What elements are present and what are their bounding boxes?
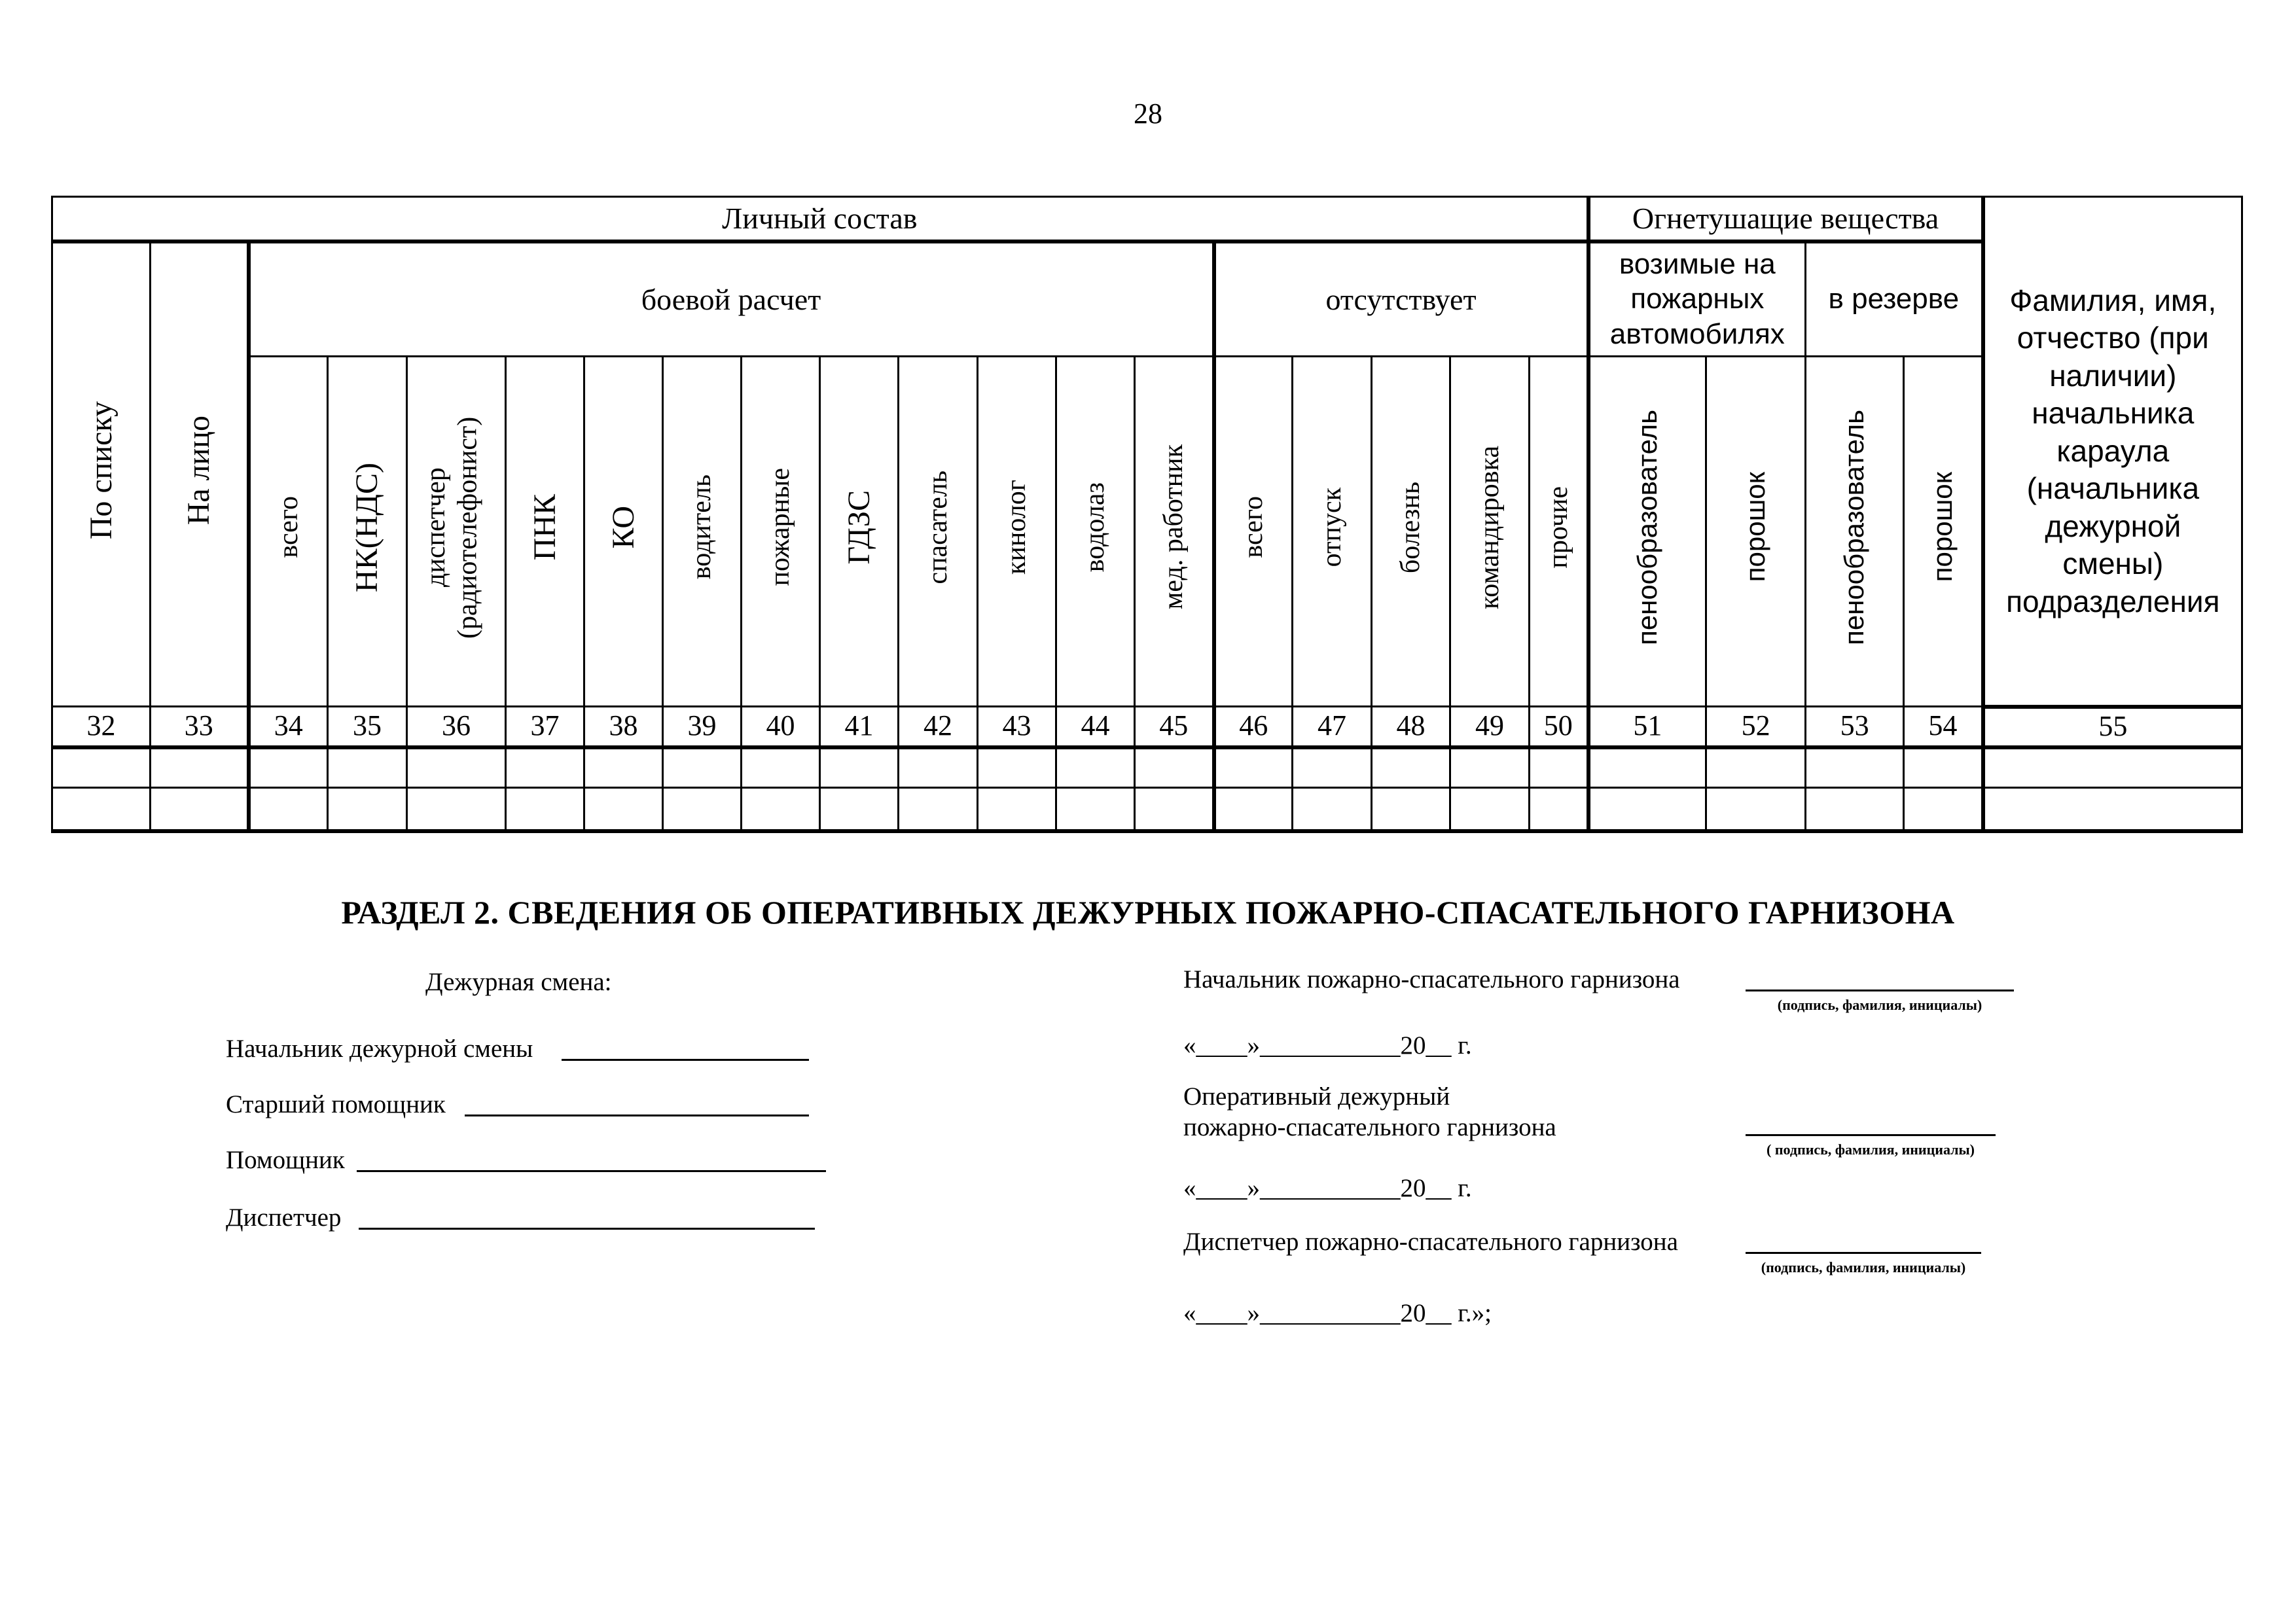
fio-header: Фамилия, имя, отчество (при наличии) начальника караула (начальника дежурной смены) подразделения — [2006, 283, 2220, 618]
garrison-head-signature-field[interactable] — [1746, 990, 2014, 991]
column-number: 47 — [1293, 707, 1372, 747]
date-line-2[interactable]: «____»___________20__ г. — [1183, 1174, 1472, 1202]
column-number: 35 — [328, 707, 407, 747]
column-number: 34 — [249, 707, 328, 747]
combat-col-7 — [820, 357, 899, 707]
combat-col-10 — [1056, 357, 1135, 707]
column-number: 32 — [52, 707, 151, 747]
column-number: 40 — [742, 707, 820, 747]
combat-col-4 — [584, 357, 663, 707]
carried-on-vehicles-header: возимые на пожарных автомобилях — [1588, 241, 1806, 357]
extinguishing-agents-header: Огнетушащие вещества — [1588, 197, 1983, 241]
combat-col-5 — [663, 357, 742, 707]
senior-assistant-label: Старший помощник — [226, 1090, 446, 1118]
column-number: 46 — [1214, 707, 1293, 747]
column-number: 54 — [1904, 707, 1983, 747]
combat-col-label: всего — [273, 496, 304, 558]
senior-assistant-field[interactable] — [465, 1115, 809, 1116]
combat-col-label: водитель — [687, 474, 717, 580]
combat-col-label: ГДЗС — [841, 490, 876, 565]
operational-duty-label-1: Оперативный дежурный — [1183, 1082, 1450, 1111]
agent-col-0 — [1588, 357, 1706, 707]
operational-duty-label-2: пожарно-спасательного гарнизона — [1183, 1113, 1556, 1141]
column-number: 43 — [978, 707, 1056, 747]
by-list-header-cell — [52, 241, 151, 707]
assistant-field[interactable] — [357, 1170, 826, 1172]
agent-col-label: порошок — [1740, 472, 1771, 582]
combat-col-label: мед. работник — [1158, 444, 1189, 610]
present-header-cell — [151, 241, 249, 707]
combat-col-9 — [978, 357, 1056, 707]
column-number: 42 — [899, 707, 978, 747]
duty-shift-label: Дежурная смена: — [425, 968, 612, 996]
column-number: 37 — [506, 707, 584, 747]
head-of-shift-field[interactable] — [562, 1059, 809, 1061]
combat-col-label: пожарные — [765, 468, 796, 586]
combat-col-label: НК(НДС) — [350, 462, 385, 592]
empty-row — [52, 747, 2242, 788]
combat-col-0 — [249, 357, 328, 707]
column-number: 53 — [1806, 707, 1904, 747]
agent-col-1 — [1706, 357, 1806, 707]
combat-col-6 — [742, 357, 820, 707]
combat-col-label: ПНК — [527, 493, 562, 561]
combat-col-label: КО — [605, 505, 641, 549]
column-number: 55 — [1983, 707, 2242, 747]
absent-col-4 — [1530, 357, 1588, 707]
absent-col-label: командировка — [1474, 445, 1505, 609]
combat-col-label: кинолог — [1001, 480, 1032, 575]
combat-col-11 — [1135, 357, 1214, 707]
combat-col-2 — [407, 357, 506, 707]
page-number: 28 — [1134, 98, 1162, 130]
column-number: 41 — [820, 707, 899, 747]
garrison-head-label: Начальник пожарно-спасательного гарнизона — [1183, 965, 1680, 993]
combat-col-3 — [506, 357, 584, 707]
head-of-shift-label: Начальник дежурной смены — [226, 1035, 533, 1063]
date-line-3[interactable]: «____»___________20__ г.»; — [1183, 1299, 1492, 1327]
agent-col-3 — [1904, 357, 1983, 707]
signature-caption: (подпись, фамилия, инициалы) — [1777, 997, 1982, 1013]
column-number: 39 — [663, 707, 742, 747]
absent-col-label: прочие — [1543, 486, 1573, 569]
agent-col-label: пенообразователь — [1632, 409, 1663, 645]
fio-header-cell — [1983, 197, 2242, 707]
column-number: 51 — [1588, 707, 1706, 747]
column-number: 45 — [1135, 707, 1214, 747]
personnel-table — [51, 196, 2243, 833]
column-number: 48 — [1372, 707, 1450, 747]
absent-col-label: болезнь — [1395, 481, 1426, 573]
personnel-header: Личный состав — [52, 197, 1588, 241]
absent-col-label: всего — [1238, 496, 1269, 558]
combat-col-label: спасатель — [922, 470, 953, 584]
signature-caption: ( подпись, фамилия, инициалы) — [1767, 1141, 1975, 1158]
combat-col-label: водолаз — [1080, 482, 1111, 573]
section-title: РАЗДЕЛ 2. СВЕДЕНИЯ ОБ ОПЕРАТИВНЫХ ДЕЖУРНЫХ ПОЖАРНО-СПАСАТЕЛЬНОГО ГАРНИЗОНА — [341, 894, 1955, 931]
signature-caption: (подпись, фамилия, инициалы) — [1761, 1259, 1966, 1275]
absent-header: отсутствует — [1214, 241, 1588, 357]
empty-row — [52, 788, 2242, 831]
dispatcher-field[interactable] — [359, 1228, 815, 1230]
column-number: 52 — [1706, 707, 1806, 747]
combat-crew-header: боевой расчет — [249, 241, 1214, 357]
column-number: 36 — [407, 707, 506, 747]
column-number: 44 — [1056, 707, 1135, 747]
in-reserve-header: в резерве — [1806, 241, 1983, 357]
by-list-header: По списку — [83, 401, 118, 539]
combat-col-1 — [328, 357, 407, 707]
agent-col-label: порошок — [1927, 472, 1958, 582]
column-number: 50 — [1530, 707, 1588, 747]
column-number: 49 — [1450, 707, 1530, 747]
garrison-dispatcher-label: Диспетчер пожарно-спасательного гарнизона — [1183, 1228, 1678, 1256]
column-number: 38 — [584, 707, 663, 747]
garrison-dispatcher-signature-field[interactable] — [1746, 1252, 1981, 1254]
agent-col-2 — [1806, 357, 1904, 707]
combat-col-8 — [899, 357, 978, 707]
operational-duty-signature-field[interactable] — [1746, 1134, 1996, 1136]
column-number: 33 — [151, 707, 249, 747]
present-header: На лицо — [181, 415, 217, 525]
agent-col-label: пенообразователь — [1839, 409, 1870, 645]
absent-col-0 — [1214, 357, 1293, 707]
dispatcher-label: Диспетчер — [226, 1204, 342, 1232]
date-line-1[interactable]: «____»___________20__ г. — [1183, 1031, 1472, 1060]
absent-col-2 — [1372, 357, 1450, 707]
assistant-label: Помощник — [226, 1146, 345, 1174]
absent-col-3 — [1450, 357, 1530, 707]
absent-col-label: отпуск — [1316, 487, 1347, 567]
absent-col-1 — [1293, 357, 1372, 707]
combat-col-label: диспетчер (радиотелефонист) — [421, 416, 483, 639]
